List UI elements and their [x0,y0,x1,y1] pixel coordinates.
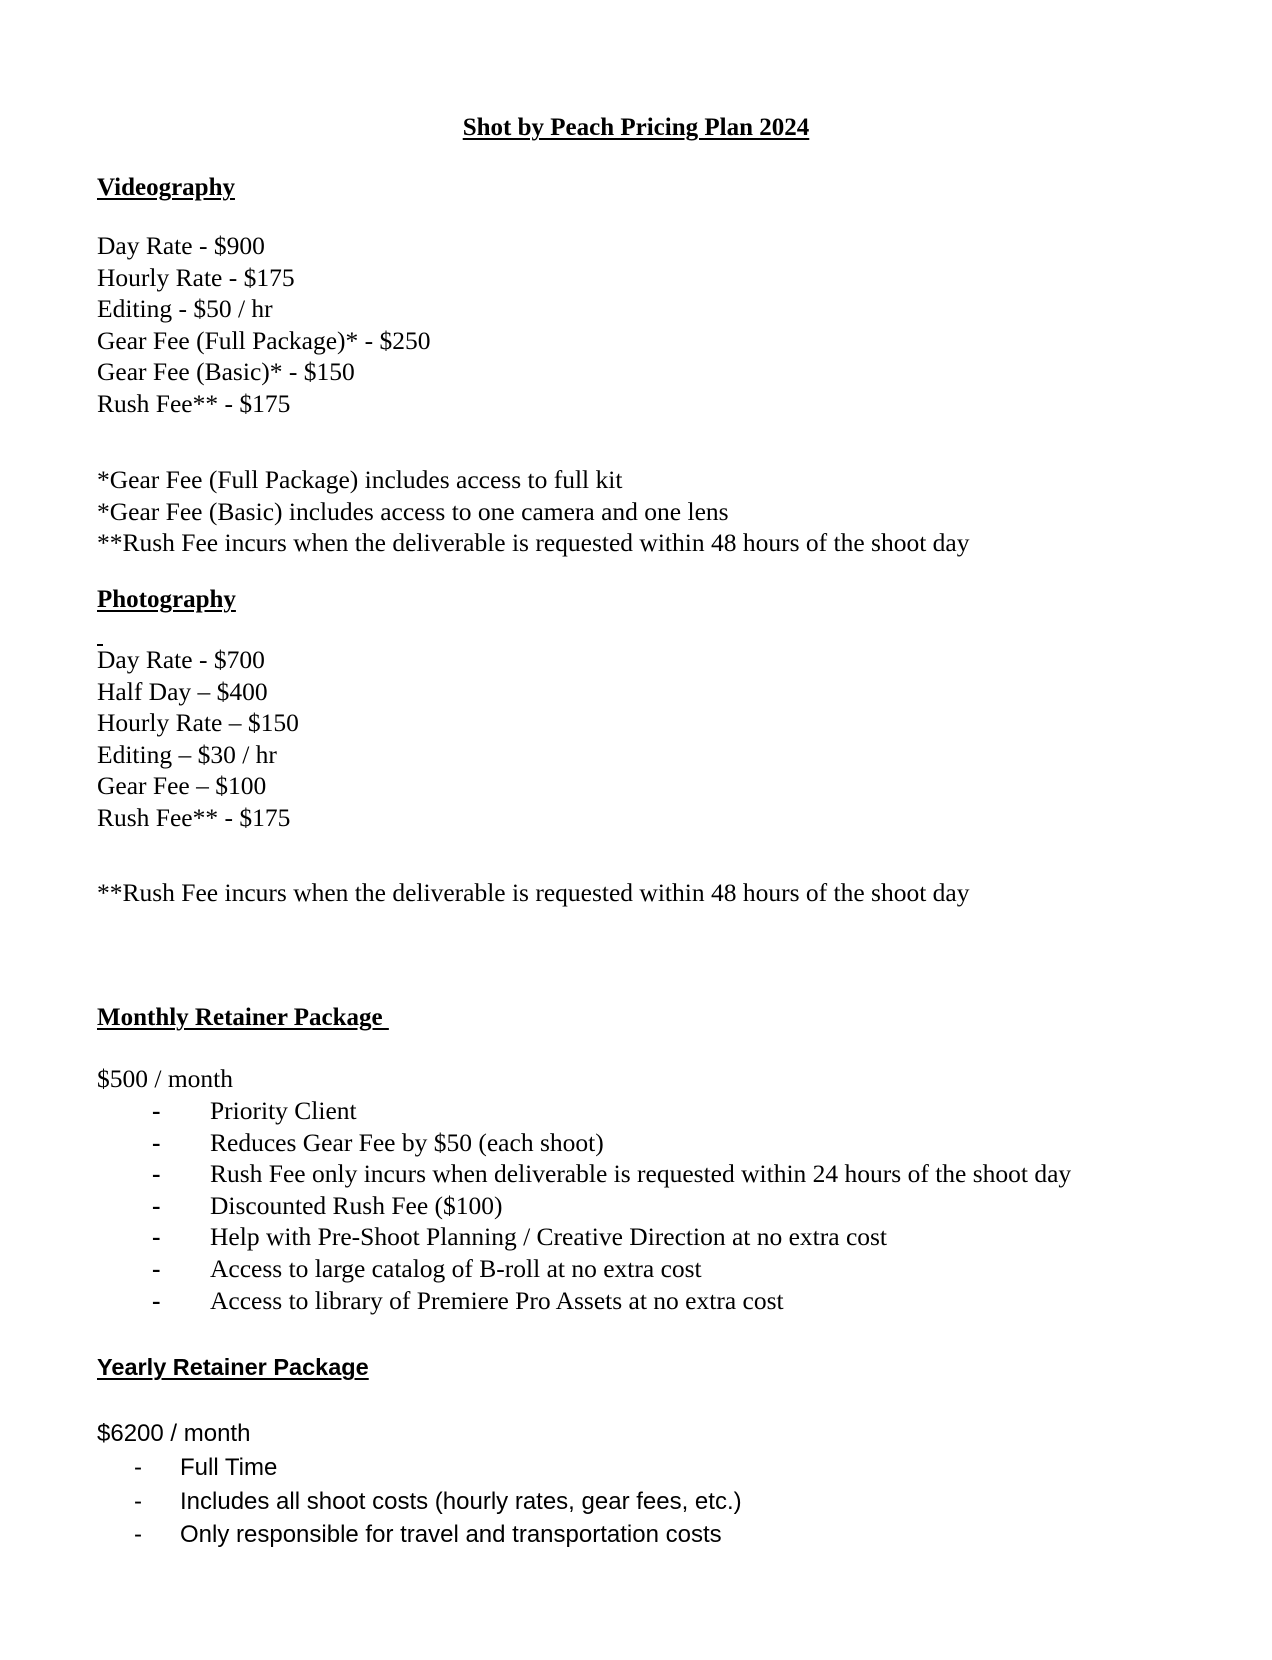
videography-rate-line: Rush Fee** - $175 [97,388,291,418]
list-item-text: Access to large catalog of B-roll at no extra cost [210,1253,702,1283]
yearly-price-line: $6200 / month [97,1420,251,1447]
bullet-dash: - [152,1253,161,1283]
photography-notes [97,877,970,909]
bullet-dash: - [152,1190,161,1220]
photography-heading: Photography [97,586,236,613]
bullet-dash: - [134,1487,142,1515]
photography-rate-line: Gear Fee – $100 [97,771,267,801]
videography-rate-line: Day Rate - $900 [97,231,265,260]
videography-rates [97,230,431,420]
list-item-text: Only responsible for travel and transportation costs [180,1521,722,1549]
photography-rate-line: Editing – $30 / hr [97,739,277,769]
bullet-dash: - [152,1159,161,1189]
list-item-text: Priority Client [210,1096,357,1125]
bullet-dash: - [134,1454,142,1481]
list-item-text: Help with Pre-Shoot Planning / Creative Direction at no extra cost [210,1222,888,1252]
monthly-retainer-heading: Monthly Retainer Package [97,1004,389,1031]
list-item-text: Full Time [180,1454,278,1481]
list-item-text: Access to library of Premiere Pro Assets at no extra cost [210,1285,784,1315]
list-item-text: Rush Fee only incurs when deliverable is requested within 24 hours of the shoot day [210,1159,1072,1189]
photography-note-line: **Rush Fee incurs when the deliverable is requested within 48 hours of the shoot day [97,878,970,907]
bullet-dash: - [134,1521,142,1549]
photography-rate-line: Day Rate - $700 [97,645,265,674]
bullet-dash: - [152,1222,161,1252]
bullet-dash: - [152,1096,161,1125]
videography-heading: Videography [97,174,235,201]
list-item-text: Discounted Rush Fee ($100) [210,1190,503,1220]
list-item-text: Includes all shoot costs (hourly rates, gear fees, etc.) [180,1487,742,1515]
videography-rate-line: Gear Fee (Full Package)* - $250 [97,325,431,355]
videography-rate-line: Hourly Rate - $175 [97,262,295,292]
yearly-retainer-price [97,1417,250,1451]
monthly-price-line: $500 / month [97,1064,234,1093]
videography-note-line: **Rush Fee incurs when the deliverable is requested within 48 hours of the shoot day [97,528,970,558]
photography-rate-line: Half Day – $400 [97,676,268,706]
videography-note-line: *Gear Fee (Basic) includes access to one camera and one lens [97,496,729,526]
bullet-dash: - [152,1127,161,1157]
videography-notes [97,464,970,559]
bullet-dash: - [152,1285,161,1315]
yearly-retainer-heading: Yearly Retainer Package [97,1354,369,1380]
videography-note-line: *Gear Fee (Full Package) includes access to full kit [97,465,623,494]
photography-rate-line: Rush Fee** - $175 [97,802,291,832]
document-title: Shot by Peach Pricing Plan 2024 [462,114,810,141]
monthly-retainer-price [97,1063,233,1095]
photography-rates [97,644,299,834]
photography-rate-line: Hourly Rate – $150 [97,708,299,738]
videography-rate-line: Gear Fee (Basic)* - $150 [97,357,355,387]
list-item-text: Reduces Gear Fee by $50 (each shoot) [210,1127,604,1157]
videography-rate-line: Editing - $50 / hr [97,294,273,324]
